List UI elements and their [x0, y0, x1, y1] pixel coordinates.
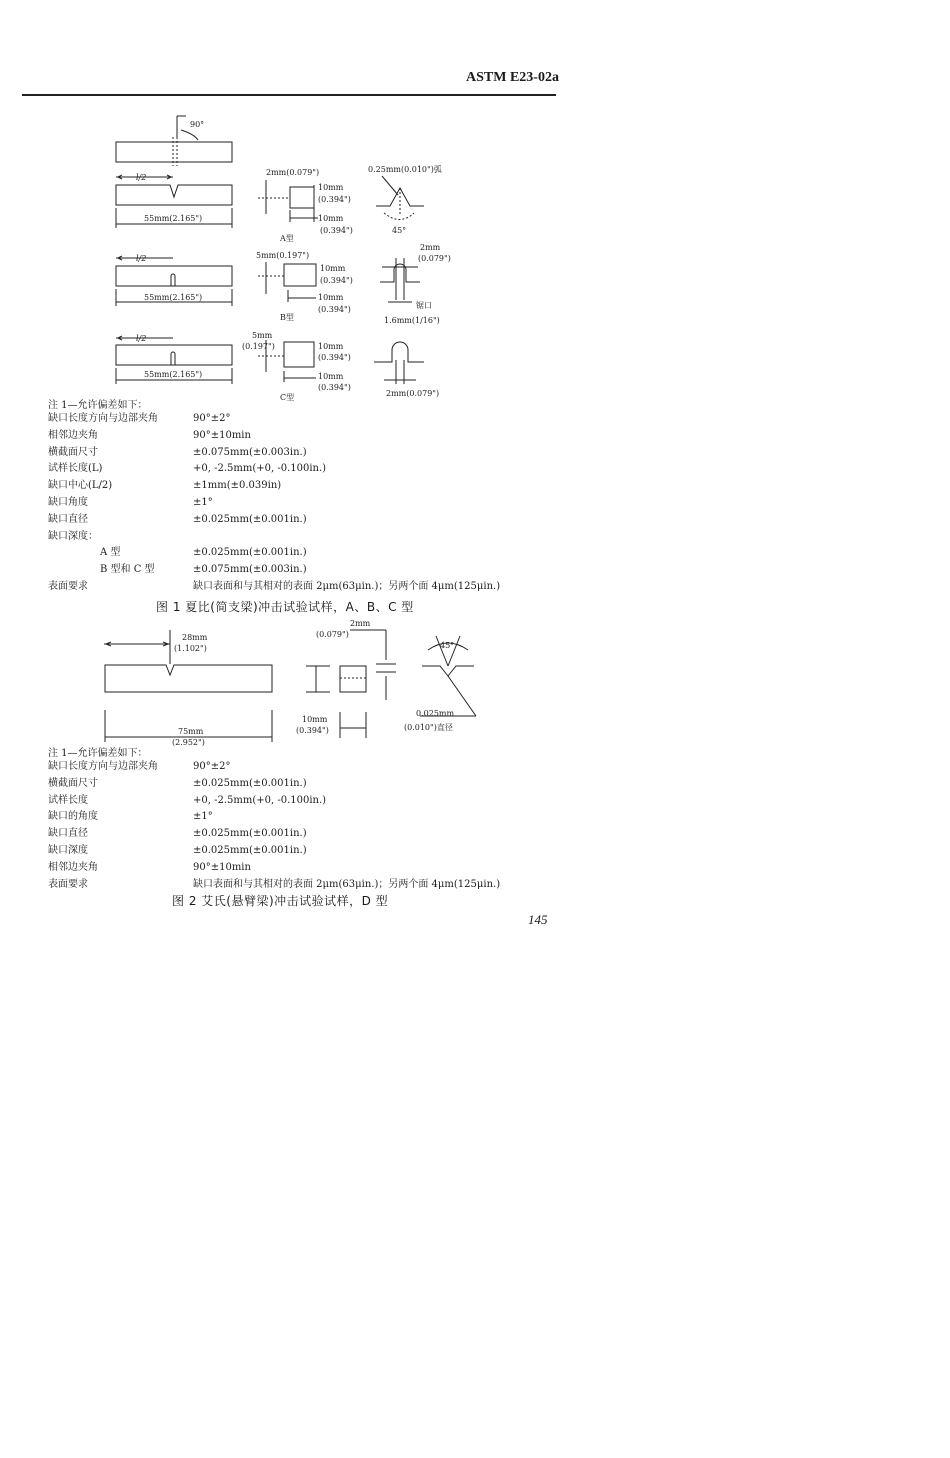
type-a-label: A型: [280, 234, 294, 243]
svg-text:5mm(0.197"): 5mm(0.197"): [256, 251, 310, 260]
svg-text:(0.394"): (0.394"): [318, 195, 351, 204]
svg-text:l/2: l/2: [136, 334, 147, 343]
tolerance-key: 横截面尺寸: [48, 446, 98, 458]
tolerance-key: 缺口深度: [48, 844, 88, 856]
svg-text:45°: 45°: [440, 641, 455, 650]
svg-text:(0.394"): (0.394"): [296, 726, 329, 735]
tolerance-row: [48, 826, 568, 843]
tolerance-row: [48, 843, 568, 860]
svg-text:(0.394"): (0.394"): [320, 226, 353, 235]
tolerance-key: 横截面尺寸: [48, 777, 98, 789]
tolerance-row: [48, 877, 568, 894]
tolerance-row: [48, 759, 568, 776]
section-d: [340, 666, 366, 692]
svg-text:2mm: 2mm: [420, 243, 441, 252]
svg-text:(0.394"): (0.394"): [318, 353, 351, 362]
specimen-d-side: [105, 665, 272, 692]
tolerance-key: 相邻边夹角: [48, 861, 98, 873]
page-number: 145: [528, 912, 548, 927]
tolerance-key: 试样长度: [48, 794, 88, 806]
svg-text:(0.079"): (0.079"): [316, 630, 349, 639]
tolerance-key: 缺口长度方向与边部夹角: [48, 413, 158, 424]
document-header: ASTM E23-02a: [466, 70, 559, 85]
svg-text:10mm: 10mm: [318, 214, 344, 223]
tolerance-value: ±1mm(±0.039in): [193, 480, 282, 492]
svg-text:10mm: 10mm: [318, 293, 344, 302]
svg-text:锯口: 锯口: [416, 301, 432, 310]
tolerance-row: [48, 793, 568, 810]
tolerance-row: [48, 860, 568, 877]
tolerance-value: ±1°: [193, 811, 213, 823]
svg-text:1.6mm(1/16"): 1.6mm(1/16"): [384, 316, 440, 325]
tolerance-value: ±0.025mm(±0.001in.): [193, 513, 307, 525]
svg-text:(0.394"): (0.394"): [318, 383, 351, 392]
svg-text:55mm(2.165"): 55mm(2.165"): [144, 370, 203, 379]
svg-text:28mm: 28mm: [182, 633, 208, 642]
svg-text:2mm(0.079"): 2mm(0.079"): [266, 168, 320, 177]
svg-text:2mm: 2mm: [350, 619, 371, 628]
svg-text:(0.197"): (0.197"): [242, 342, 275, 351]
svg-text:10mm: 10mm: [318, 372, 344, 381]
tolerance-value: +0, -2.5mm(+0, -0.100in.): [193, 463, 327, 475]
svg-text:(1.102"): (1.102"): [174, 644, 207, 653]
tolerance-value: ±0.075mm(±0.003in.): [193, 446, 307, 458]
tolerance-value: 缺口表面和与其相对的表面 2μm(63μin.)；另两个面 4μm(125μin.): [193, 878, 501, 890]
tolerance-key: 缺口长度方向与边部夹角: [48, 761, 158, 772]
tolerance-value: 90°±10min: [193, 861, 251, 873]
svg-text:45°: 45°: [392, 226, 407, 235]
tolerance-key: 试样长度(L): [48, 463, 103, 475]
svg-text:55mm(2.165"): 55mm(2.165"): [144, 293, 203, 302]
tolerance-key: 缺口直径: [48, 828, 88, 840]
tolerance-key: 缺口直径: [48, 513, 88, 525]
tolerance-value: ±0.025mm(±0.001in.): [193, 844, 307, 856]
svg-text:l/2: l/2: [136, 254, 147, 263]
tolerance-value: 90°±2°: [193, 761, 231, 772]
tol1-table: 缺口长度方向与边部夹角 90°±2° 相邻边夹角 90°±10min 横截面尺寸 ±0.075mm(±0.003in.) 试样长度(L) +0, -2.5mm(+0, -0.100in.) 缺口中心(L/2) ±1mm(±0.039in) 缺口角度 ±1° 缺口直径 ±0.025mm(±0.001in.) 缺口深度： A 型 ±0.025mm(±0.001in.) B 型和 C 型 ±0.075mm(±0.003in.) 表面要求 缺口表面和与其相对的表面 2μm(63μin.)；另两个面 4μm(125μin.): [48, 411, 568, 596]
svg-text:10mm: 10mm: [318, 342, 344, 351]
figure-2-caption: 图 2 艾氏(悬臂梁)冲击试验试样，D 型: [172, 894, 389, 908]
svg-text:(0.394"): (0.394"): [318, 305, 351, 314]
svg-text:0.25mm(0.010")弧: 0.25mm(0.010")弧: [368, 165, 442, 174]
tolerance-key: 缺口中心(L/2): [48, 480, 113, 492]
tolerance-value: ±0.025mm(±0.001in.): [193, 828, 307, 840]
tolerance-row: [48, 776, 568, 793]
tolerance-value: 90°±2°: [193, 413, 231, 424]
svg-text:(2.952"): (2.952"): [172, 738, 205, 747]
tol1-note: 注 1—允许偏差如下：: [48, 400, 148, 411]
length-label-a: 55mm(2.165"): [144, 214, 203, 223]
figure-1-caption: 图 1 夏比(简支梁)冲击试验试样，A、B、C 型: [156, 600, 414, 614]
svg-text:5mm: 5mm: [252, 331, 273, 340]
tolerance-row: [48, 809, 568, 826]
tolerance-key: 缺口的角度: [48, 811, 98, 823]
svg-text:10mm: 10mm: [318, 183, 344, 192]
svg-text:10mm: 10mm: [302, 715, 328, 724]
svg-text:B型: B型: [280, 313, 294, 322]
svg-text:2mm(0.079"): 2mm(0.079"): [386, 389, 440, 398]
tolerance-value: 90°±10min: [193, 429, 251, 441]
svg-text:(0.079"): (0.079"): [418, 254, 451, 263]
tolerance-value: ±0.025mm(±0.001in.): [193, 777, 307, 789]
half-length-label-a: l/2: [136, 173, 147, 182]
tolerance-key: 相邻边夹角: [48, 429, 98, 441]
svg-text:(0.394"): (0.394"): [320, 276, 353, 285]
svg-text:75mm: 75mm: [178, 727, 204, 736]
tolerance-value: +0, -2.5mm(+0, -0.100in.): [193, 794, 327, 806]
tolerance-value: ±1°: [193, 496, 213, 508]
notch-d-detail: [422, 666, 474, 676]
angle-label-90: 90°: [190, 120, 205, 129]
tol2-note: 注 1—允许偏差如下：: [48, 748, 148, 759]
tolerance-key: 缺口深度：: [48, 530, 98, 542]
tol2-table: [48, 759, 568, 893]
svg-text:(0.010")直径: (0.010")直径: [404, 723, 453, 732]
svg-text:C型: C型: [280, 393, 295, 402]
tolerance-key: 缺口角度: [48, 496, 88, 508]
svg-text:10mm: 10mm: [320, 264, 346, 273]
svg-text:0.025mm: 0.025mm: [416, 709, 455, 718]
tolerance-key: 表面要求: [48, 878, 88, 890]
